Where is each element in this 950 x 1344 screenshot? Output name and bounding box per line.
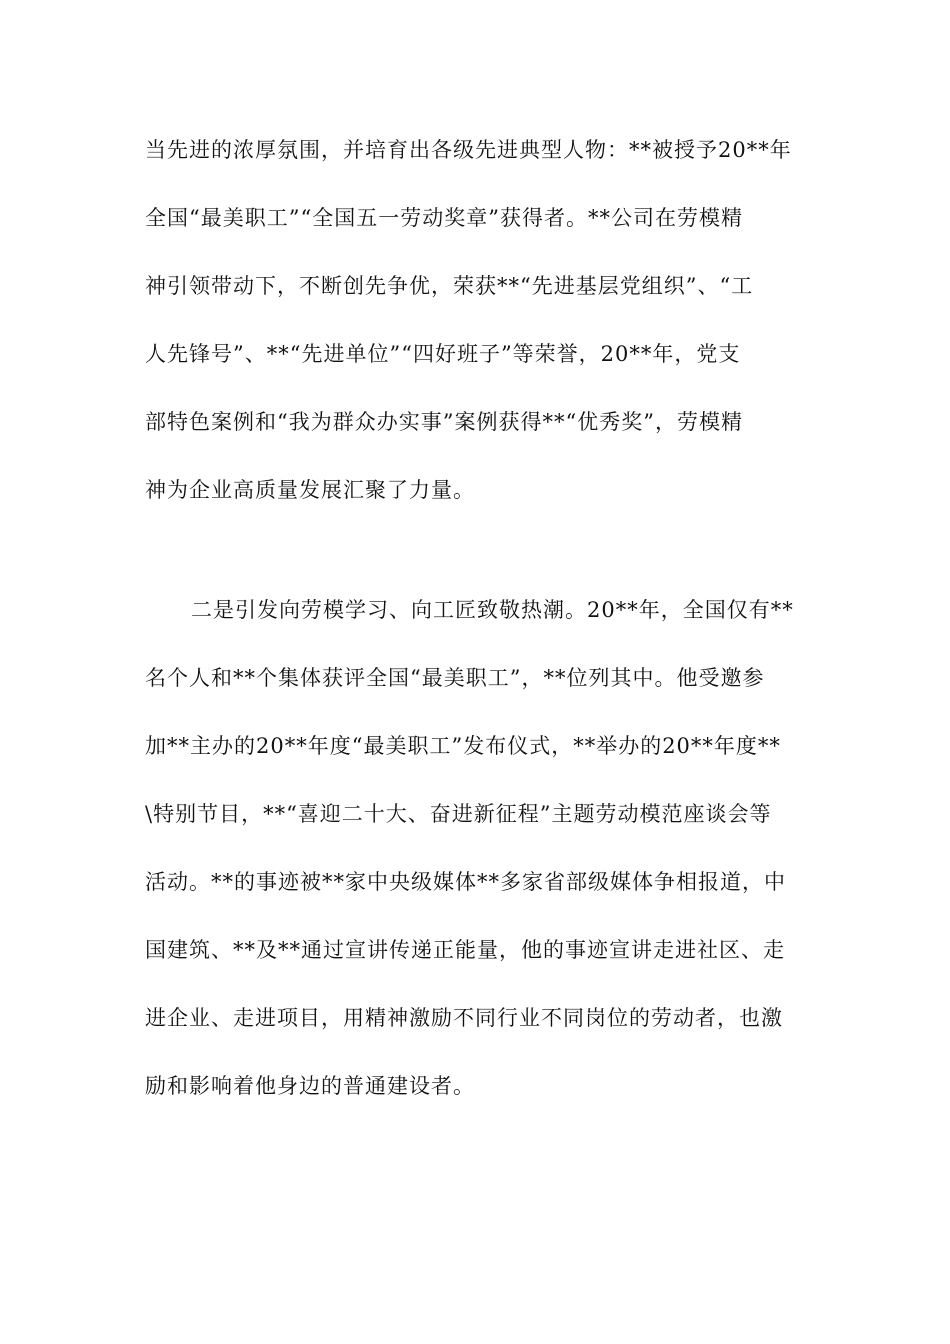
paragraph-line: 名个人和**个集体获评全国“最美职工”，**位列其中。他受邀参 — [145, 666, 765, 690]
paragraph-line: 全国“最美职工”“全国五一劳动奖章”获得者。**公司在劳模精 — [145, 206, 743, 230]
paragraph-line: 进企业、走进项目，用精神激励不同行业不同岗位的劳动者，也激 — [145, 1006, 783, 1030]
paragraph-line: \特别节目，**“喜迎二十大、奋进新征程”主题劳动模范座谈会等 — [145, 802, 772, 826]
paragraph-line: 人先锋号”、**“先进单位”“四好班子”等荣誉，20**年，党支 — [145, 342, 741, 366]
paragraph-line: 加**主办的20**年度“最美职工”发布仪式，**举办的20**年度** — [145, 734, 781, 758]
paragraph-line: 神为企业高质量发展汇聚了力量。 — [145, 478, 475, 502]
paragraph-line: 国建筑、**及**通过宣讲传递正能量，他的事迹宣讲走进社区、走 — [145, 938, 785, 962]
paragraph-line: 当先进的浓厚氛围，并培育出各级先进典型人物：**被授予20**年 — [145, 138, 792, 162]
paragraph-line: 部特色案例和“我为群众办实事”案例获得**“优秀奖”，劳模精 — [145, 410, 743, 434]
paragraph-1 — [145, 116, 805, 524]
paragraph-line: 励和影响着他身边的普通建设者。 — [145, 1074, 475, 1098]
paragraph-2 — [145, 576, 805, 1120]
paragraph-line: 活动。**的事迹被**家中央级媒体**多家省部级媒体争相报道，中 — [145, 870, 786, 894]
paragraph-line: 神引领带动下，不断创先争优，荣获**“先进基层党组织”、“工 — [145, 274, 754, 298]
paragraph-line: 二是引发向劳模学习、向工匠致敬热潮。20**年，全国仅有** — [191, 598, 794, 622]
